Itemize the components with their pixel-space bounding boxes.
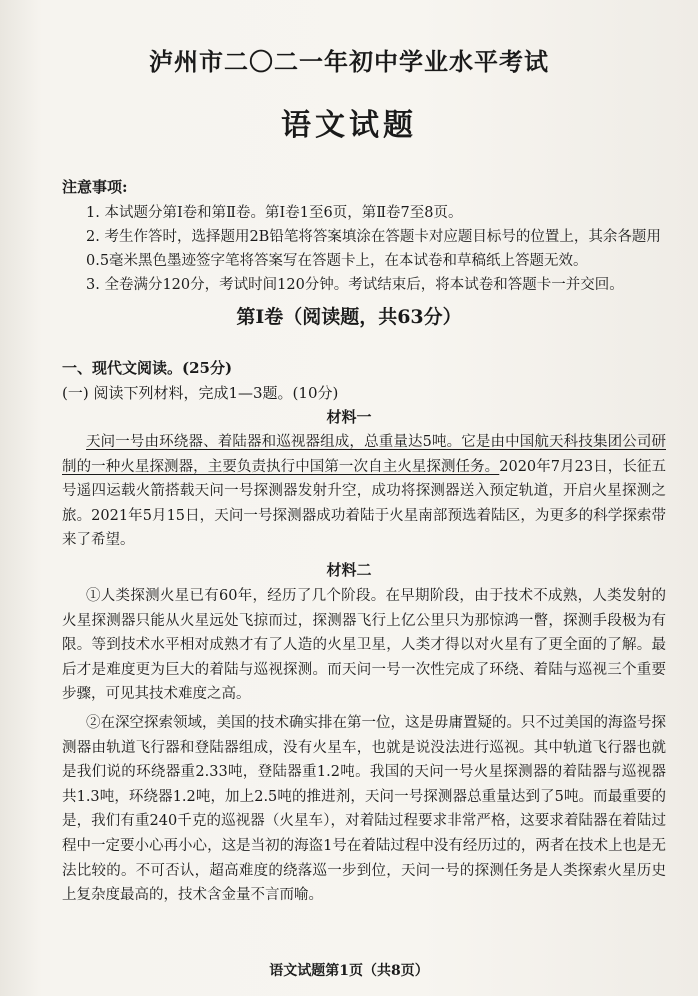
notice-item-2: 2. 考生作答时，选择题用2B铅笔将答案填涂在答题卡对应题目标号的位置上，其余各题用0.5毫米黑色墨迹签字笔将答案写在答题卡上，在本试卷和草稿纸上答题无效。 <box>86 229 661 269</box>
part-heading: 一、现代文阅读。(25分) <box>62 359 233 377</box>
section-title: 第Ⅰ卷（阅读题，共63分） <box>236 306 462 328</box>
material-2-paragraph-1: ①人类探测火星已有60年，经历了几个阶段。在早期阶段，由于技术不成熟，人类发射的火星探测器只能从火星远处飞掠而过，探测器飞行上亿公里只为那惊鸿一瞥，探测手段极为有限。等到技术水平相对成熟才有了人造的火星卫星，人类才得以对火星有了更全面的了解。最后才是难度更为巨大的着陆与巡视探测。而天问一号一次性完成了环绕、着陆与巡视三个重要步骤，可见其技术难度之高。 <box>62 588 666 703</box>
exam-title: 泸州市二〇二一年初中学业水平考试 <box>149 47 549 76</box>
sub-heading: (一) 阅读下列材料，完成1—3题。(10分) <box>62 384 339 402</box>
material-1-heading: 材料一 <box>326 408 372 426</box>
material-1-underlined-text: 天问一号由环绕器、着陆器和巡视器组成，总重量达5吨。它是由中国航天科技集团公司研制的一种火星探测器，主要负责执行中国第一次自主火星探测任务。 <box>62 434 666 475</box>
material-2-heading: 材料二 <box>326 561 372 579</box>
material-1-paragraph <box>62 430 666 553</box>
material-1-text: 2020年7月23日，长征五号遥四运载火箭搭载天问一号探测器发射升空，成功将探测器送入预定轨道，开启火星探测之旅。2021年5月15日，天问一号探测器成功着陆于火星南部预选着陆区，为更多的科学探索带来了希望。 <box>62 458 667 549</box>
material-2-paragraph-2: ②在深空探索领域，美国的技术确实排在第一位，这是毋庸置疑的。只不过美国的海盗号探测器由轨道飞行器和登陆器组成，没有火星车，也就是说没法进行巡视。其中轨道飞行器也就是我们说的环绕器重2.33吨，登陆器重1.2吨。我国的天问一号火星探测器的着陆器与巡视器共1.3吨，环绕器1.2吨，加上2.5吨的推进剂，天问一号探测器总重量达到了5吨。而最重要的是，我们有重240千克的巡视器（火星车），对着陆过程要求非常严格，这要求着陆器在着陆过程中一定要小心再小心，这是当初的海盗1号在着陆过程中没有经历过的，两者在技术上也是无法比较的。不可否认，超高难度的绕落巡一步到位，天问一号的探测任务是人类探索火星历史上复杂度最高的，技术含金量不言而喻。 <box>62 715 666 904</box>
subject-title: 语文试题 <box>281 108 417 143</box>
notice-item-3: 3. 全卷满分120分，考试时间120分钟。考试结束后，将本试卷和答题卡一并交回。 <box>86 277 624 293</box>
notice-item-1: 1. 本试题分第Ⅰ卷和第Ⅱ卷。第Ⅰ卷1至6页，第Ⅱ卷7至8页。 <box>86 205 463 221</box>
page-footer: 语文试题第1页（共8页） <box>269 963 429 979</box>
notice-heading: 注意事项: <box>62 178 128 196</box>
